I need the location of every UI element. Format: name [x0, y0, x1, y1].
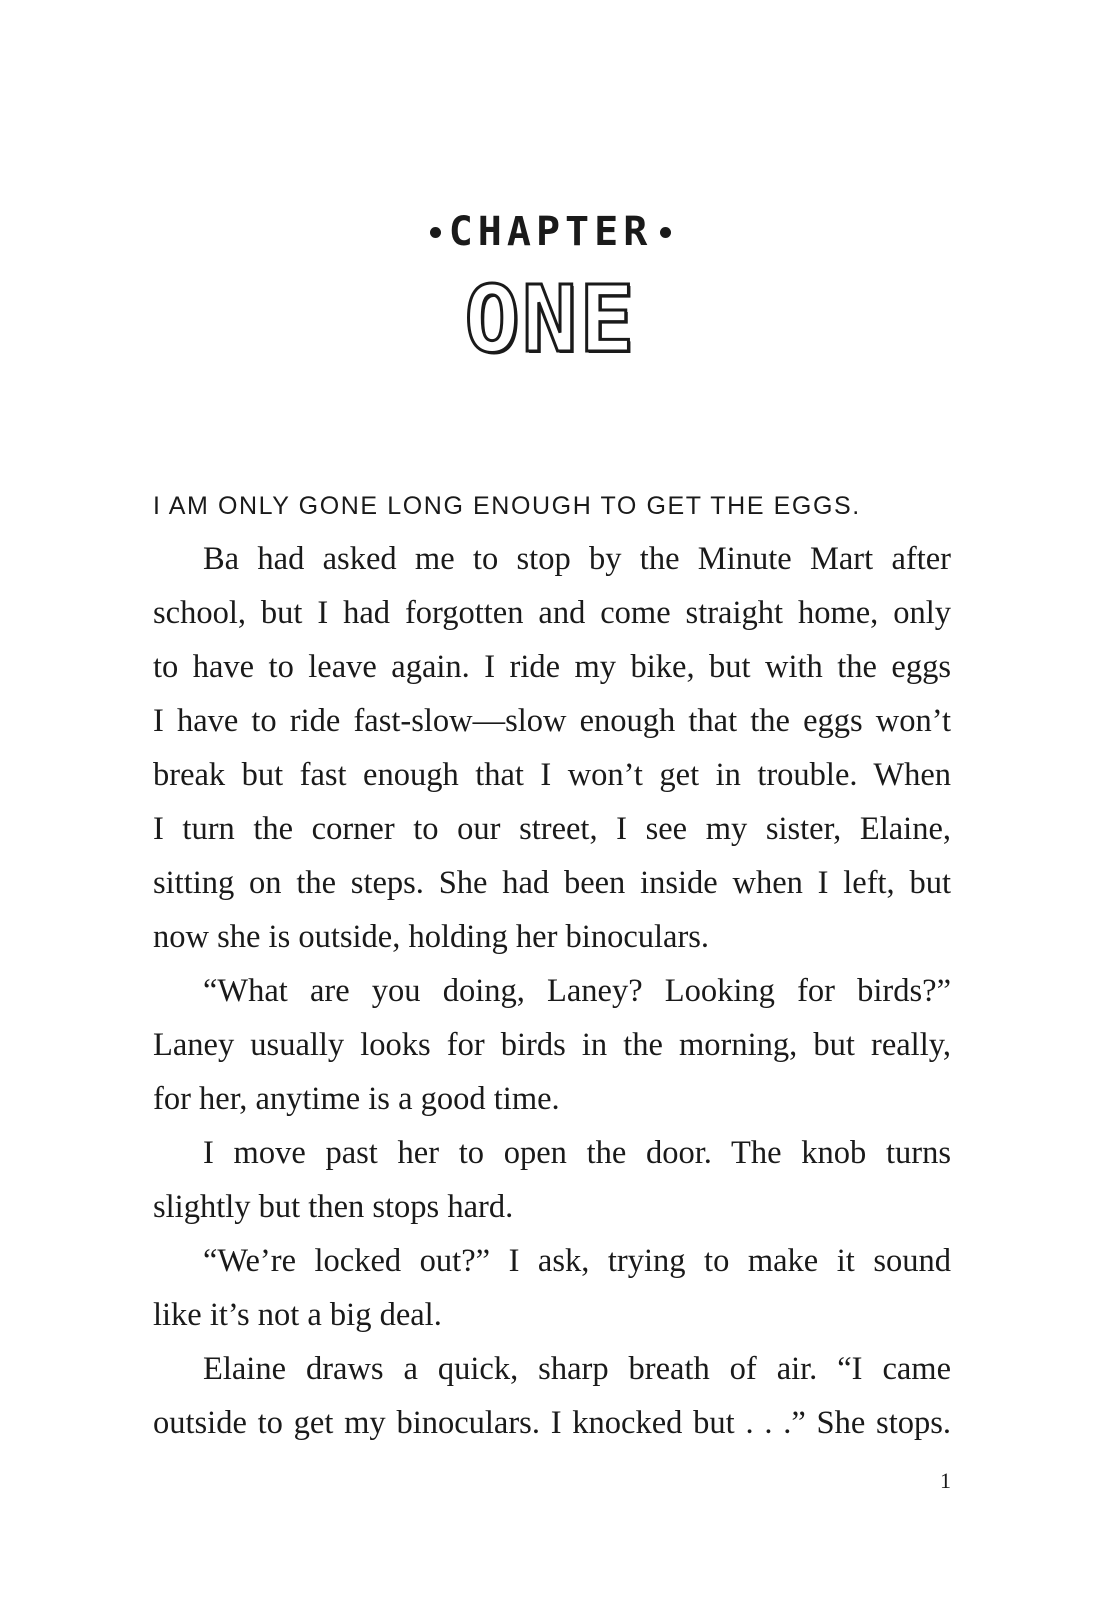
text-line: I turn the corner to our street, I see my sister, Elaine,: [153, 811, 951, 847]
text-line: to have to leave again. I ride my bike, but with the eggs: [153, 649, 951, 685]
opening-line: I AM ONLY GONE LONG ENOUGH TO GET THE EGGS.: [153, 492, 861, 520]
chapter-number: ONE: [464, 266, 637, 373]
text-line: I have to ride fast-slow—slow enough that the eggs won’t: [153, 703, 951, 739]
text-line: outside to get my binoculars. I knocked but . . .” She stops.: [153, 1405, 951, 1441]
text-line: Elaine draws a quick, sharp breath of air. “I came: [203, 1351, 951, 1387]
text-line: school, but I had forgotten and come straight home, only: [153, 595, 951, 631]
text-line: Ba had asked me to stop by the Minute Mart after: [203, 541, 951, 577]
bullet-dot-icon: [430, 227, 441, 238]
text-line: now she is outside, holding her binoculars.: [153, 919, 710, 955]
text-line: break but fast enough that I won’t get in trouble. When: [153, 757, 951, 793]
text-line: “We’re locked out?” I ask, trying to make it sound: [203, 1243, 951, 1279]
text-line: sitting on the steps. She had been inside when I left, but: [153, 865, 951, 901]
bullet-dot-icon: [660, 227, 671, 238]
page-number: 1: [940, 1468, 951, 1493]
text-line: slightly but then stops hard.: [153, 1189, 514, 1225]
text-line: I move past her to open the door. The knob turns: [203, 1135, 951, 1171]
text-line: “What are you doing, Laney? Looking for birds?”: [203, 973, 951, 1009]
text-line: Laney usually looks for birds in the morning, but really,: [153, 1027, 951, 1063]
chapter-label: CHAPTER: [448, 209, 653, 255]
text-line: like it’s not a big deal.: [153, 1297, 442, 1333]
chapter-heading: [0, 208, 1101, 256]
text-line: for her, anytime is a good time.: [153, 1081, 560, 1117]
body-text: [153, 532, 951, 1450]
